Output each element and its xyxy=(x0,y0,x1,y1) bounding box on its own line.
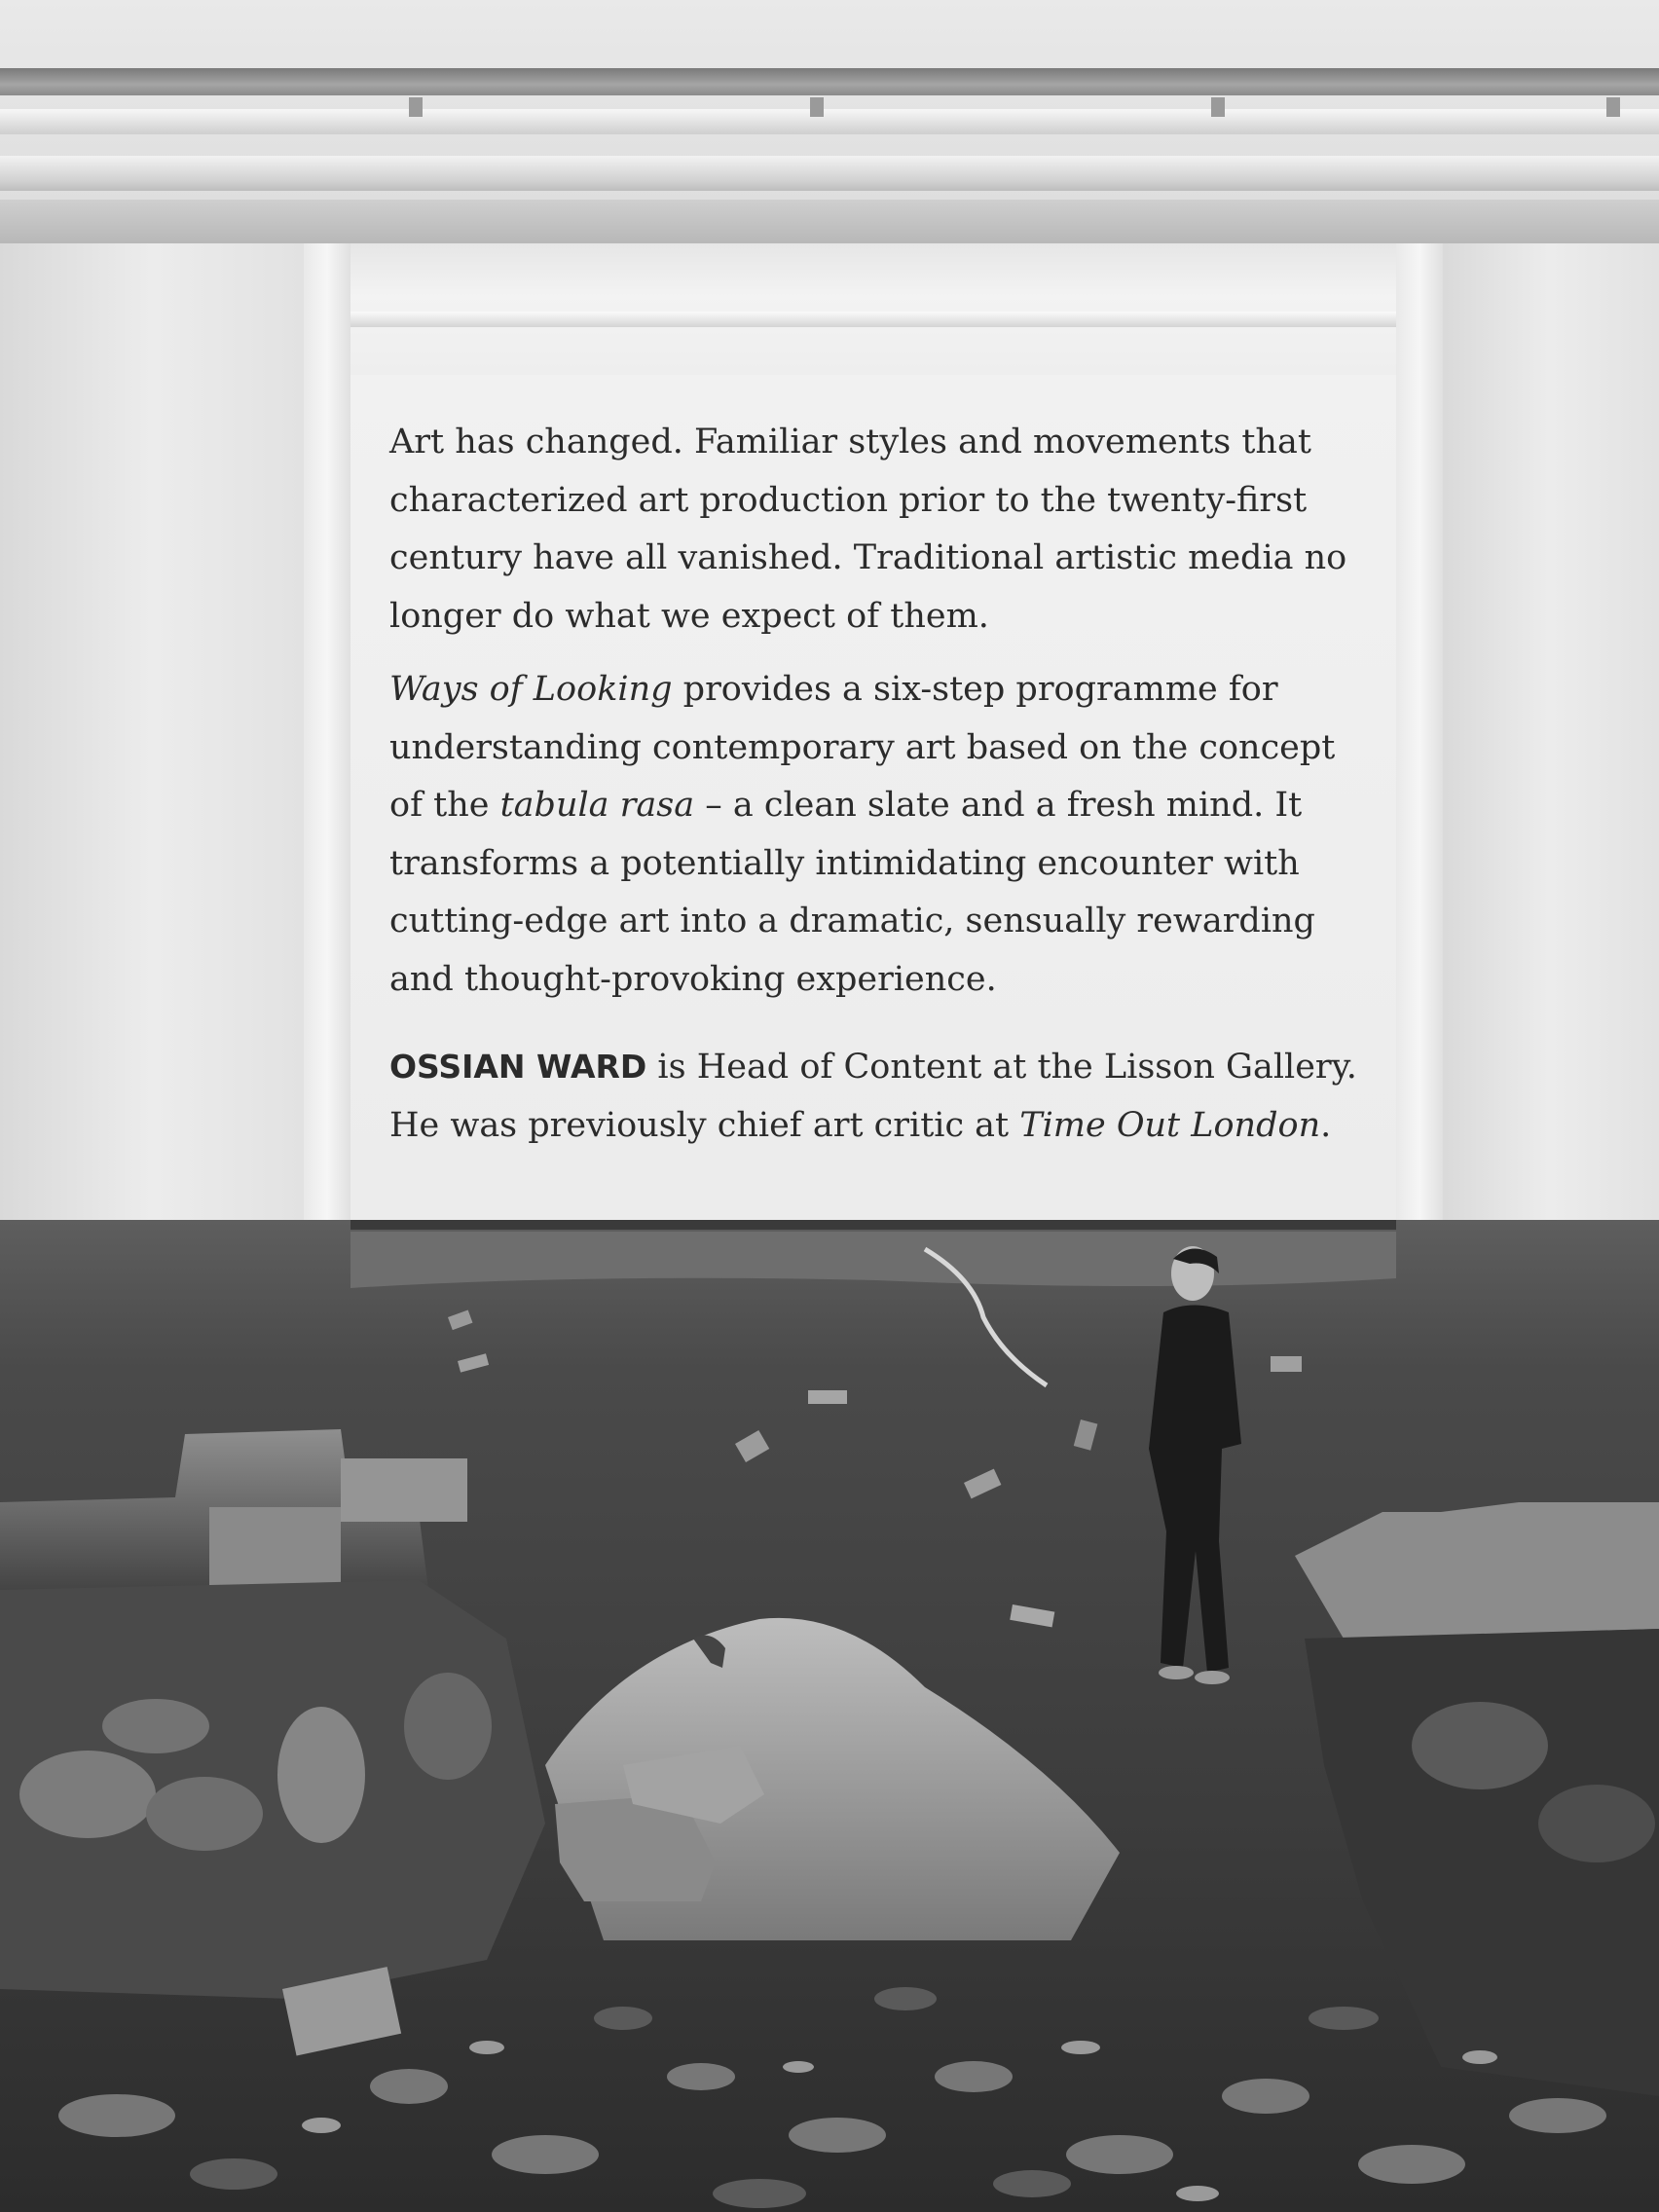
excavation-illustration xyxy=(0,1220,1659,2212)
ceiling-light-strip xyxy=(0,109,1659,134)
description-text: provides a six-step programme for understanding contemporary art based on the concept of the xyxy=(389,670,1336,825)
publication-name: Time Out London xyxy=(1019,1105,1321,1145)
rail-clip xyxy=(409,97,423,117)
description-text-continued: – a clean slate and a fresh mind. It transforms a potentially intimidating encounter with cutting-edge art into a dramatic, sensually rewarding and thought-provoking experience. xyxy=(389,786,1315,999)
ceiling-beam xyxy=(0,200,1659,246)
blurb-paragraph-description xyxy=(389,661,1373,1009)
term-tabula-rasa: tabula rasa xyxy=(499,786,695,825)
author-name: OSSIAN WARD xyxy=(389,1048,647,1086)
author-bio xyxy=(389,1038,1373,1155)
blurb-text xyxy=(389,414,1373,1155)
excavation-photo xyxy=(0,1220,1659,2212)
rail-clip xyxy=(1606,97,1620,117)
opening-light-strip xyxy=(350,312,1396,327)
book-title: Ways of Looking xyxy=(389,670,673,709)
rail-clip xyxy=(810,97,824,117)
author-bio-end: . xyxy=(1320,1105,1332,1145)
ceiling-light-strip xyxy=(0,156,1659,191)
author-bio-text: is Head of Content at the Lisson Gallery. He was previously chief art critic at xyxy=(389,1048,1357,1145)
gallery-ceiling xyxy=(0,0,1659,243)
opening-ceiling xyxy=(350,243,1396,375)
blurb-paragraph-intro: Art has changed. Familiar styles and movements that characterized art production prior to the twenty-first century have all vanished. Traditional artistic media no longer do what we expect of them. xyxy=(389,423,1347,636)
ceiling-rail xyxy=(0,68,1659,95)
blurb-panel xyxy=(350,375,1396,1220)
rail-clip xyxy=(1211,97,1225,117)
